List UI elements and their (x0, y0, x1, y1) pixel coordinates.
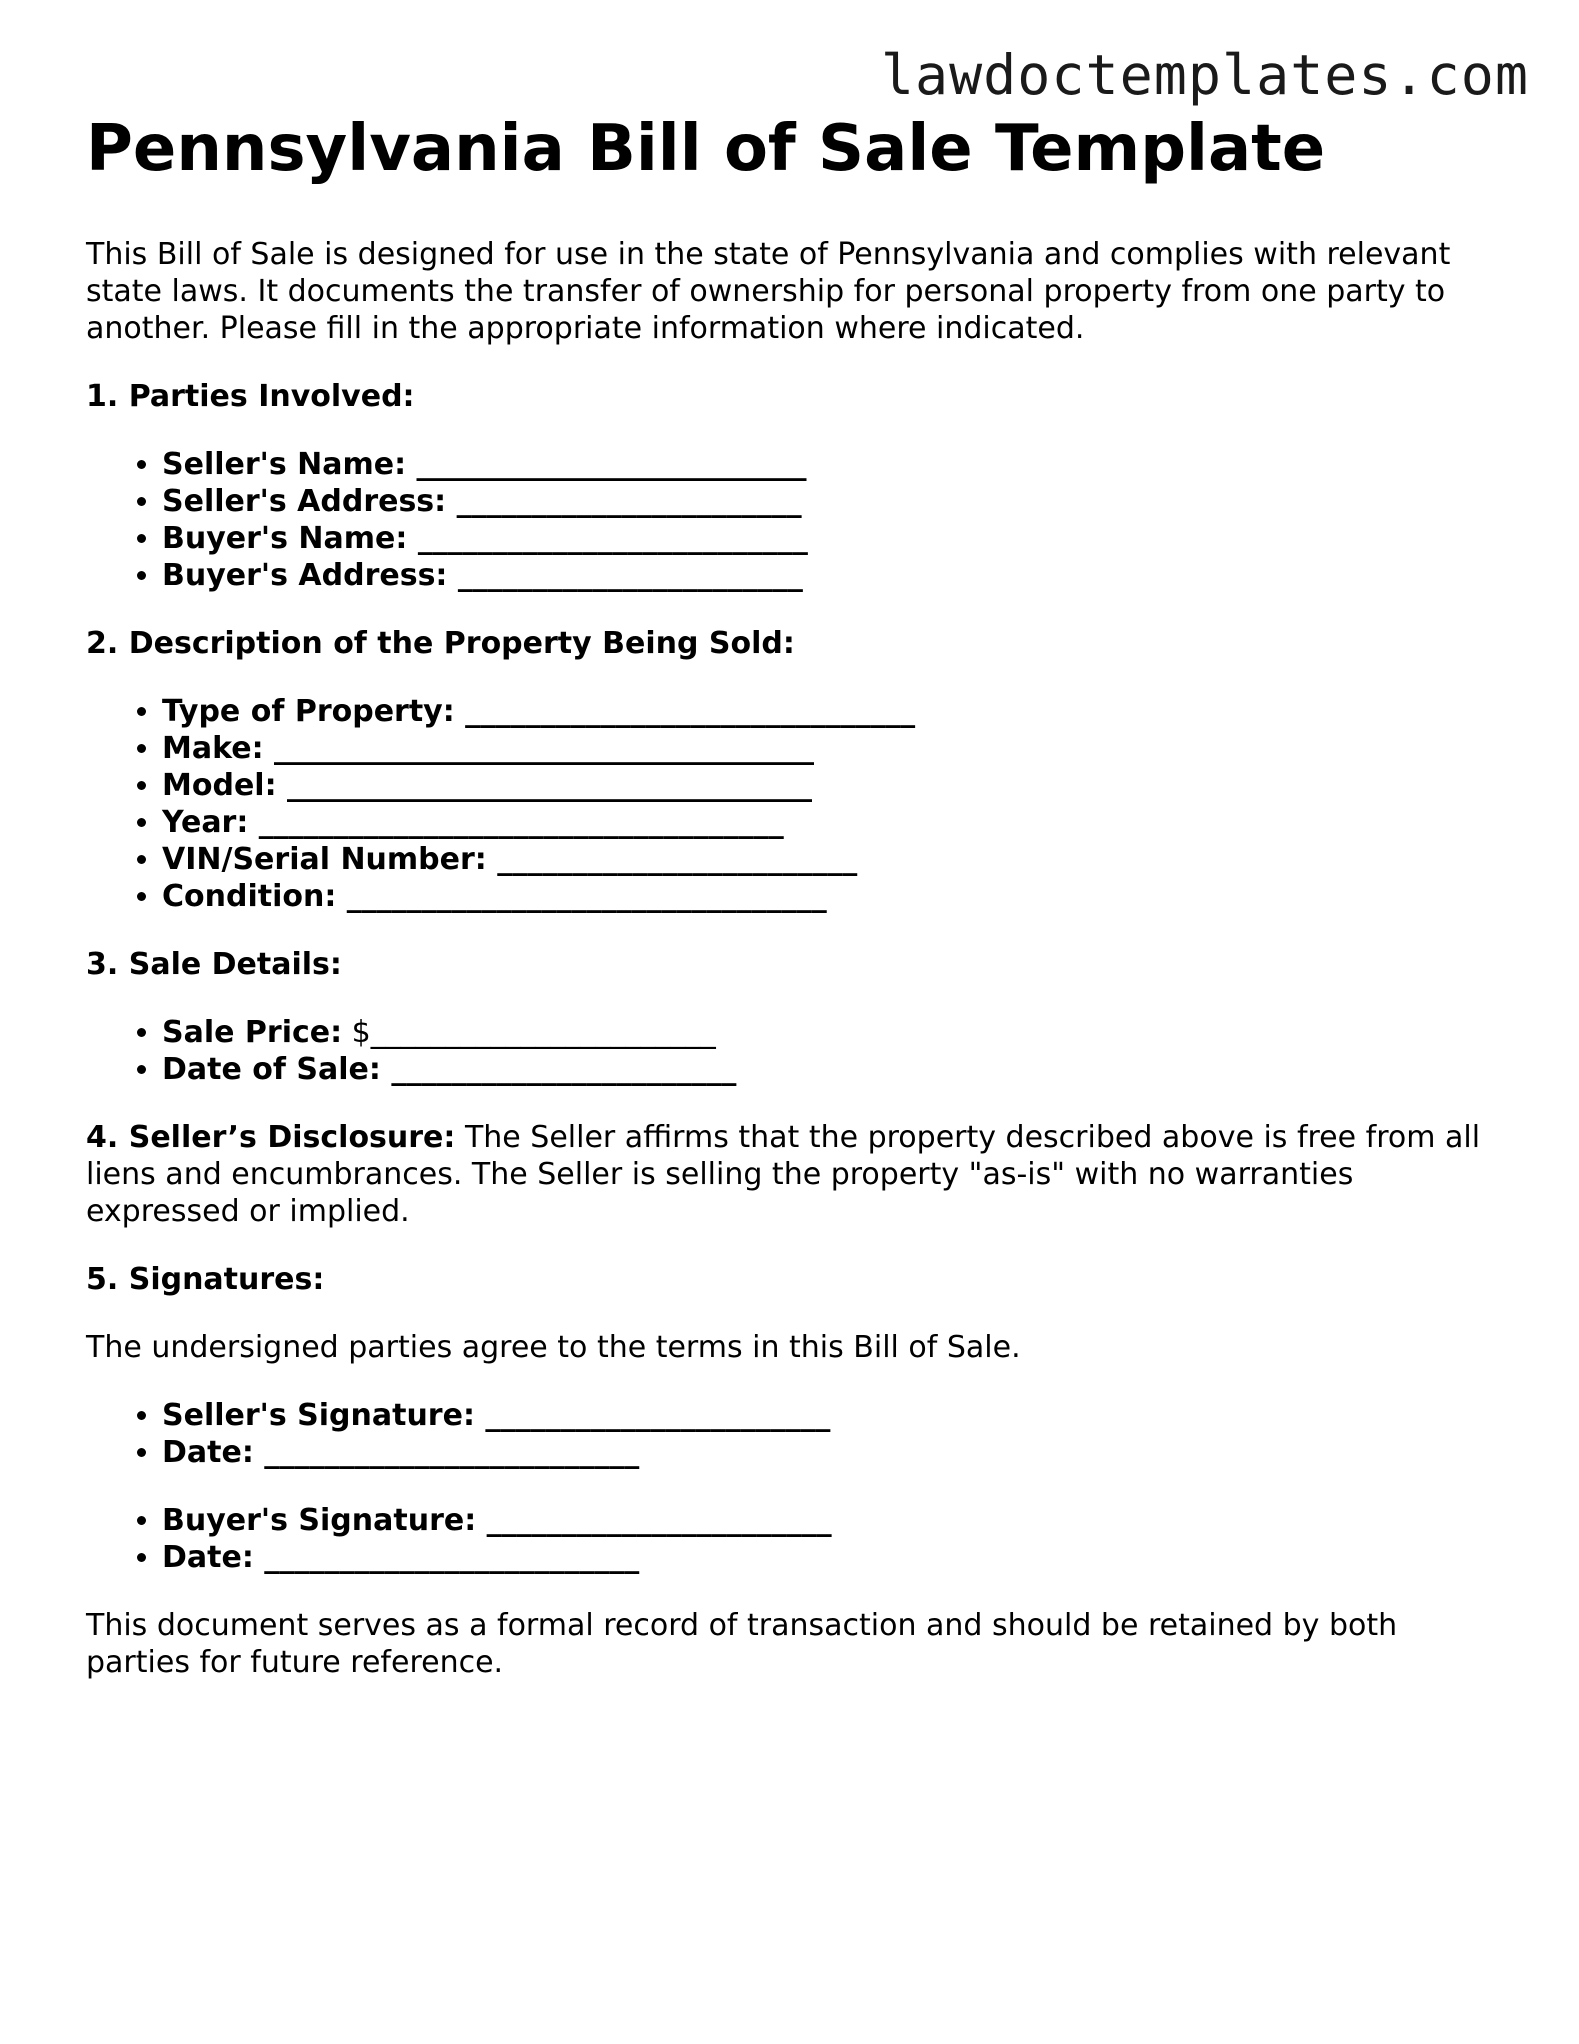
field-vin-serial-number[interactable] (162, 841, 1506, 878)
fill-in-blank[interactable]: ____________________________________ (263, 731, 815, 766)
seller-signature-list (86, 1397, 1506, 1471)
field-label: Sale Price: (162, 1015, 343, 1050)
fill-in-blank[interactable]: __________________________ (406, 447, 807, 482)
fill-in-blank[interactable]: ________________________________ (336, 879, 827, 914)
fill-in-blank[interactable]: _______________________ (380, 1052, 737, 1087)
field-label: Type of Property: (162, 694, 455, 729)
field-model[interactable] (162, 767, 1506, 804)
signatures-statement: The undersigned parties agree to the terms in this Bill of Sale. (86, 1330, 1021, 1365)
field-seller-name[interactable] (162, 446, 1506, 483)
field-label: Date: (162, 1435, 254, 1470)
field-buyer-date[interactable] (162, 1539, 1506, 1576)
field-label: Date of Sale: (162, 1052, 381, 1087)
fill-in-blank[interactable]: ________________________ (486, 842, 858, 877)
sale-details-field-list (86, 1014, 1506, 1088)
parties-field-list (86, 446, 1506, 594)
field-condition[interactable] (162, 878, 1506, 915)
field-type-of-property[interactable] (162, 693, 1506, 730)
fill-in-blank[interactable]: ___________________________________ (276, 768, 813, 803)
field-label: Buyer's Signature: (162, 1503, 477, 1538)
closing-paragraph: This document serves as a formal record of transaction and should be retained by both parties for future reference. (86, 1608, 1398, 1680)
field-sale-price[interactable] (162, 1014, 1506, 1051)
fill-in-blank[interactable]: _________________________ (253, 1540, 640, 1575)
field-label: Model: (162, 768, 277, 803)
field-seller-date[interactable] (162, 1434, 1506, 1471)
fill-in-blank[interactable]: _______________________ (474, 1398, 831, 1433)
section-heading-signatures: 5. Signatures: (86, 1262, 325, 1297)
field-label: Make: (162, 731, 264, 766)
fill-in-blank[interactable]: __________________________ (407, 521, 808, 556)
field-seller-signature[interactable] (162, 1397, 1506, 1434)
field-label: Seller's Address: (162, 484, 447, 519)
field-buyer-signature[interactable] (162, 1502, 1506, 1539)
buyer-signature-list (86, 1502, 1506, 1576)
field-label: Date: (162, 1540, 254, 1575)
field-label: VIN/Serial Number: (162, 842, 487, 877)
section-heading-sale-details: 3. Sale Details: (86, 947, 342, 982)
field-label: Seller's Name: (162, 447, 407, 482)
watermark-site-name: lawdoctemplates.com (880, 43, 1529, 107)
seller-disclosure-paragraph (86, 1119, 1506, 1230)
intro-paragraph: This Bill of Sale is designed for use in the state of Pennsylvania and complies with relevant state laws. It documents the transfer of ownership for personal property from one party to another. Please fill in the appropriate information where indicated. (86, 237, 1451, 346)
disclosure-text: The Seller affirms that the property described above is free from all liens and encumbrances. The Seller is selling the property "as-is" with no warranties expressed or implied. (86, 1120, 1481, 1229)
field-label: Year: (162, 805, 249, 840)
section-heading-parties: 1. Parties Involved: (86, 379, 415, 414)
field-buyer-address[interactable] (162, 557, 1506, 594)
fill-in-blank[interactable]: $_______________________ (342, 1015, 716, 1050)
field-label: Buyer's Address: (162, 558, 448, 593)
fill-in-blank[interactable]: _________________________ (253, 1435, 640, 1470)
fill-in-blank[interactable]: ______________________________ (454, 694, 916, 729)
fill-in-blank[interactable]: ___________________________________ (248, 805, 784, 840)
field-buyer-name[interactable] (162, 520, 1506, 557)
field-date-of-sale[interactable] (162, 1051, 1506, 1088)
section-heading-disclosure: 4. Seller’s Disclosure: (86, 1120, 456, 1155)
property-field-list (86, 693, 1506, 915)
section-heading-property: 2. Description of the Property Being Sold: (86, 626, 795, 661)
field-label: Buyer's Name: (162, 521, 408, 556)
field-year[interactable] (162, 804, 1506, 841)
field-label: Seller's Signature: (162, 1398, 475, 1433)
fill-in-blank[interactable]: _______________________ (446, 484, 802, 519)
document-title: Pennsylvania Bill of Sale Template (86, 112, 1326, 186)
field-label: Condition: (162, 879, 337, 914)
field-seller-address[interactable] (162, 483, 1506, 520)
document-page (86, 112, 1506, 1681)
fill-in-blank[interactable]: _______________________ (447, 558, 803, 593)
field-make[interactable] (162, 730, 1506, 767)
fill-in-blank[interactable]: _______________________ (476, 1503, 832, 1538)
